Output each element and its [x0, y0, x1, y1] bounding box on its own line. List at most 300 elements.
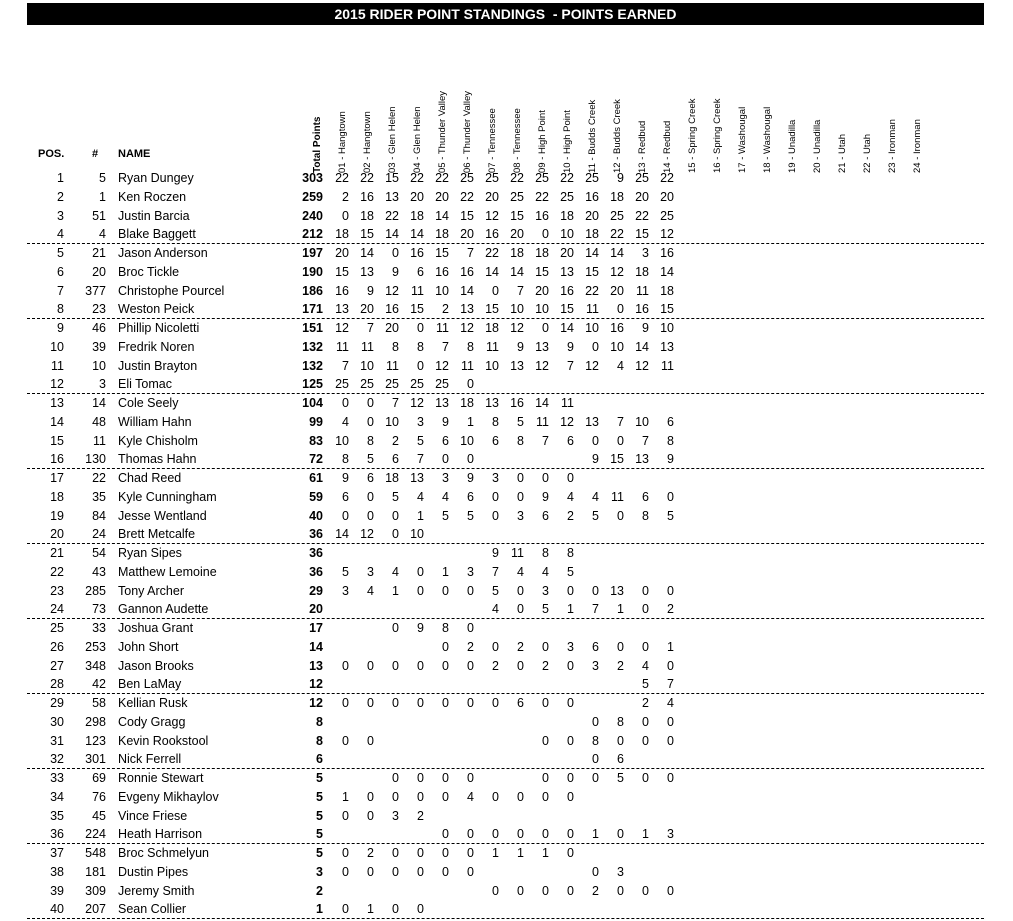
rider-position: 22 — [50, 564, 64, 579]
race-points: 15 — [410, 302, 424, 317]
race-header-label: 05 - Thunder Valley — [437, 90, 448, 173]
rider-total-points: 125 — [302, 377, 323, 392]
race-points: 7 — [517, 283, 524, 298]
race-points: 0 — [542, 883, 549, 898]
table-row — [0, 694, 1013, 713]
race-header-label: 07 - Tennessee — [487, 108, 498, 173]
race-points: 22 — [560, 171, 574, 185]
race-points: 0 — [442, 583, 449, 598]
race-points: 16 — [560, 283, 574, 298]
rider-number: 45 — [92, 808, 106, 823]
rider-position: 6 — [57, 264, 64, 279]
race-points: 5 — [392, 489, 399, 504]
race-points: 18 — [460, 396, 474, 410]
race-points: 0 — [367, 489, 374, 504]
race-points: 20 — [585, 208, 599, 223]
race-points: 6 — [667, 414, 674, 429]
race-points: 8 — [567, 546, 574, 560]
race-points: 0 — [642, 771, 649, 785]
race-header-label: 08 - Tennessee — [512, 108, 523, 173]
rider-total-points: 59 — [309, 489, 323, 504]
race-points: 13 — [635, 452, 649, 467]
table-row — [0, 619, 1013, 638]
race-points: 3 — [442, 471, 449, 485]
race-points: 15 — [660, 302, 674, 317]
race-points: 18 — [535, 246, 549, 260]
race-points: 0 — [392, 771, 399, 785]
race-points: 16 — [335, 283, 349, 298]
rider-total-points: 36 — [309, 564, 323, 579]
race-points: 20 — [335, 246, 349, 260]
race-points: 11 — [561, 396, 574, 410]
race-points: 9 — [542, 489, 549, 504]
rider-name: Ken Roczen — [118, 189, 187, 204]
race-points: 5 — [567, 564, 574, 579]
race-points: 0 — [442, 639, 449, 654]
race-header-label: 22 - Utah — [862, 133, 873, 173]
rider-name: Sean Collier — [118, 902, 187, 917]
rider-name: Chad Reed — [118, 471, 182, 485]
race-points: 18 — [510, 246, 524, 260]
rider-name: John Short — [118, 639, 179, 654]
race-points: 0 — [342, 208, 349, 223]
race-points: 2 — [342, 189, 349, 204]
race-points: 6 — [417, 264, 424, 279]
race-points: 9 — [417, 621, 424, 635]
rider-position: 10 — [50, 339, 64, 354]
table-row — [0, 882, 1013, 901]
table-row — [0, 657, 1013, 676]
rider-name: Evgeny Mikhaylov — [118, 789, 219, 804]
race-points: 3 — [467, 564, 474, 579]
rider-name: Cole Seely — [118, 396, 179, 410]
race-points: 13 — [610, 583, 624, 598]
table-row — [0, 338, 1013, 357]
race-points: 0 — [367, 864, 374, 879]
race-points: 5 — [442, 508, 449, 523]
rider-name: Eli Tomac — [118, 377, 172, 392]
rider-number: 54 — [92, 546, 106, 560]
rider-position: 9 — [57, 321, 64, 335]
rider-name: Nick Ferrell — [118, 752, 182, 767]
race-points: 22 — [585, 283, 599, 298]
rider-position: 40 — [50, 902, 64, 917]
race-points: 8 — [367, 433, 374, 448]
race-points: 18 — [635, 264, 649, 279]
race-points: 18 — [410, 208, 424, 223]
rider-number: 14 — [92, 396, 106, 410]
race-points: 0 — [567, 827, 574, 842]
race-points: 7 — [542, 433, 549, 448]
race-points: 0 — [592, 752, 599, 767]
race-points: 0 — [342, 808, 349, 823]
table-row — [0, 244, 1013, 263]
race-points: 20 — [460, 227, 474, 242]
race-points: 1 — [467, 414, 474, 429]
race-points: 16 — [660, 246, 674, 260]
race-points: 0 — [517, 489, 524, 504]
race-points: 11 — [611, 489, 624, 504]
race-header-label: 06 - Thunder Valley — [462, 90, 473, 173]
race-points: 10 — [585, 321, 599, 335]
race-points: 16 — [510, 396, 524, 410]
rider-total-points: 61 — [309, 471, 323, 485]
table-row — [0, 319, 1013, 338]
rider-position: 34 — [50, 789, 64, 804]
rider-total-points: 8 — [316, 714, 323, 729]
race-points: 11 — [461, 358, 474, 373]
race-points: 15 — [510, 208, 524, 223]
race-points: 0 — [617, 508, 624, 523]
race-points: 15 — [635, 227, 649, 242]
race-points: 0 — [542, 696, 549, 710]
race-points: 1 — [542, 846, 549, 860]
race-points: 12 — [560, 414, 574, 429]
rider-position: 11 — [51, 358, 64, 373]
rider-number: 130 — [85, 452, 106, 467]
rider-total-points: 36 — [309, 527, 323, 542]
rider-number: 23 — [92, 302, 106, 317]
race-points: 0 — [567, 583, 574, 598]
rider-name: Kyle Chisholm — [118, 433, 198, 448]
race-points: 2 — [442, 302, 449, 317]
race-points: 10 — [460, 433, 474, 448]
race-points: 10 — [510, 302, 524, 317]
race-points: 8 — [492, 414, 499, 429]
race-points: 0 — [392, 658, 399, 673]
rider-number: 42 — [92, 677, 106, 692]
race-points: 0 — [617, 827, 624, 842]
race-points: 8 — [467, 339, 474, 354]
race-points: 6 — [642, 489, 649, 504]
race-points: 15 — [360, 227, 374, 242]
race-points: 15 — [435, 246, 449, 260]
table-row — [0, 788, 1013, 807]
rider-total-points: 2 — [316, 883, 323, 898]
race-points: 2 — [667, 602, 674, 617]
race-points: 0 — [517, 827, 524, 842]
race-points: 15 — [485, 302, 499, 317]
race-points: 8 — [342, 452, 349, 467]
race-points: 10 — [385, 414, 399, 429]
rider-position: 3 — [57, 208, 64, 223]
rider-number: 207 — [85, 902, 106, 917]
race-points: 11 — [386, 358, 399, 373]
rider-total-points: 17 — [309, 621, 323, 635]
race-points: 10 — [435, 283, 449, 298]
race-points: 5 — [492, 583, 499, 598]
rider-name: Blake Baggett — [118, 227, 196, 242]
race-points: 14 — [585, 246, 599, 260]
race-points: 0 — [492, 283, 499, 298]
race-points: 0 — [642, 883, 649, 898]
race-points: 20 — [610, 283, 624, 298]
rider-position: 18 — [50, 489, 64, 504]
rider-total-points: 40 — [309, 508, 323, 523]
race-points: 16 — [485, 227, 499, 242]
table-row — [0, 525, 1013, 544]
table-row — [0, 863, 1013, 882]
rider-name: Jeremy Smith — [118, 883, 195, 898]
race-points: 0 — [342, 902, 349, 917]
race-points: 12 — [435, 358, 449, 373]
race-points: 9 — [517, 339, 524, 354]
rider-position: 2 — [57, 189, 64, 204]
race-points: 0 — [617, 883, 624, 898]
rider-number: 35 — [92, 489, 106, 504]
race-points: 11 — [661, 358, 674, 373]
race-points: 25 — [635, 171, 649, 185]
race-points: 22 — [460, 189, 474, 204]
race-points: 14 — [335, 527, 349, 542]
race-points: 14 — [435, 208, 449, 223]
race-points: 0 — [642, 602, 649, 617]
race-points: 6 — [342, 489, 349, 504]
rider-total-points: 83 — [309, 433, 323, 448]
race-points: 0 — [667, 771, 674, 785]
race-header-label: 11 - Budds Creek — [587, 99, 598, 173]
rider-number: 301 — [85, 752, 106, 767]
rider-position: 30 — [50, 714, 64, 729]
rider-name: Weston Peick — [118, 302, 195, 317]
race-points: 13 — [560, 264, 574, 279]
race-header-label: 16 - Spring Creek — [712, 98, 723, 173]
rider-name: Fredrik Noren — [118, 339, 195, 354]
table-row — [0, 507, 1013, 526]
rider-position: 19 — [50, 508, 64, 523]
race-points: 10 — [485, 358, 499, 373]
rider-position: 25 — [50, 621, 64, 635]
race-points: 12 — [485, 208, 499, 223]
rider-number: 548 — [85, 846, 106, 860]
table-row — [0, 188, 1013, 207]
rider-name: Ryan Sipes — [118, 546, 182, 560]
race-points: 0 — [567, 658, 574, 673]
race-points: 15 — [535, 264, 549, 279]
race-points: 9 — [392, 264, 399, 279]
race-points: 0 — [367, 696, 374, 710]
race-points: 0 — [342, 396, 349, 410]
table-row — [0, 563, 1013, 582]
race-points: 0 — [367, 733, 374, 748]
rider-position: 36 — [50, 827, 64, 842]
race-points: 25 — [660, 208, 674, 223]
race-points: 22 — [410, 171, 424, 185]
race-points: 3 — [592, 658, 599, 673]
table-row — [0, 750, 1013, 769]
race-points: 4 — [467, 789, 474, 804]
race-points: 0 — [567, 771, 574, 785]
race-points: 22 — [385, 208, 399, 223]
race-points: 0 — [442, 846, 449, 860]
race-points: 7 — [567, 358, 574, 373]
race-points: 2 — [617, 658, 624, 673]
rider-position: 13 — [50, 396, 64, 410]
race-points: 0 — [467, 621, 474, 635]
table-row — [0, 825, 1013, 844]
race-points: 0 — [567, 883, 574, 898]
race-points: 1 — [492, 846, 499, 860]
rider-name: Broc Schmelyun — [118, 846, 210, 860]
rider-name: Justin Barcia — [118, 208, 190, 223]
table-row — [0, 488, 1013, 507]
number-header: # — [92, 148, 99, 160]
race-points: 0 — [417, 658, 424, 673]
race-points: 0 — [442, 789, 449, 804]
race-points: 10 — [610, 339, 624, 354]
race-points: 12 — [385, 283, 399, 298]
race-points: 0 — [542, 789, 549, 804]
rider-number: 309 — [85, 883, 106, 898]
race-points: 0 — [542, 639, 549, 654]
race-points: 1 — [517, 846, 524, 860]
race-points: 25 — [610, 208, 624, 223]
race-points: 4 — [617, 358, 624, 373]
race-points: 2 — [417, 808, 424, 823]
rider-name: Phillip Nicoletti — [118, 321, 200, 335]
rider-name: Ronnie Stewart — [118, 771, 204, 785]
race-points: 2 — [567, 508, 574, 523]
race-points: 0 — [617, 639, 624, 654]
race-points: 15 — [460, 208, 474, 223]
race-points: 25 — [410, 377, 424, 392]
race-points: 22 — [610, 227, 624, 242]
race-points: 8 — [442, 621, 449, 635]
race-points: 14 — [610, 246, 624, 260]
rider-number: 5 — [99, 171, 106, 185]
name-header: NAME — [118, 148, 151, 160]
rider-number: 10 — [92, 358, 106, 373]
race-points: 1 — [617, 602, 624, 617]
race-points: 11 — [436, 321, 449, 335]
rider-position: 20 — [50, 527, 64, 542]
rider-total-points: 14 — [309, 639, 323, 654]
rider-position: 31 — [50, 733, 64, 748]
race-points: 25 — [335, 377, 349, 392]
rider-number: 39 — [92, 339, 106, 354]
rider-name: Kevin Rookstool — [118, 733, 209, 748]
race-points: 0 — [667, 658, 674, 673]
race-points: 6 — [367, 471, 374, 485]
race-points: 0 — [367, 396, 374, 410]
race-points: 0 — [492, 789, 499, 804]
race-points: 1 — [367, 902, 374, 917]
table-row — [0, 844, 1013, 863]
race-points: 20 — [510, 227, 524, 242]
rider-position: 39 — [50, 883, 64, 898]
race-points: 8 — [417, 339, 424, 354]
race-points: 18 — [660, 283, 674, 298]
race-header-label: 03 - Glen Helen — [387, 106, 398, 173]
race-header-label: 18 - Washougal — [762, 106, 773, 173]
rider-name: Jason Anderson — [118, 246, 208, 260]
race-points: 12 — [635, 358, 649, 373]
race-points: 3 — [517, 508, 524, 523]
rider-total-points: 212 — [302, 227, 323, 242]
rider-position: 4 — [57, 227, 64, 242]
rider-number: 285 — [85, 583, 106, 598]
race-points: 4 — [392, 564, 399, 579]
race-points: 0 — [442, 771, 449, 785]
table-row — [0, 675, 1013, 694]
race-points: 1 — [567, 602, 574, 617]
rider-position: 7 — [57, 283, 64, 298]
rider-name: Broc Tickle — [118, 264, 180, 279]
race-points: 16 — [585, 189, 599, 204]
race-points: 0 — [542, 321, 549, 335]
race-points: 2 — [492, 658, 499, 673]
race-points: 0 — [492, 883, 499, 898]
table-row — [0, 900, 1013, 919]
rider-position: 15 — [50, 433, 64, 448]
race-points: 6 — [492, 433, 499, 448]
race-points: 4 — [542, 564, 549, 579]
race-points: 8 — [642, 508, 649, 523]
race-points: 0 — [492, 696, 499, 710]
rider-number: 3 — [99, 377, 106, 392]
race-points: 0 — [517, 602, 524, 617]
rider-total-points: 12 — [309, 677, 323, 692]
race-points: 2 — [467, 639, 474, 654]
race-points: 0 — [367, 508, 374, 523]
race-points: 0 — [367, 789, 374, 804]
race-points: 9 — [342, 471, 349, 485]
race-points: 4 — [417, 489, 424, 504]
race-points: 9 — [617, 171, 624, 185]
rider-total-points: 72 — [309, 452, 323, 467]
table-row — [0, 225, 1013, 244]
rider-number: 76 — [92, 789, 106, 804]
race-points: 2 — [517, 639, 524, 654]
race-points: 0 — [542, 771, 549, 785]
race-points: 0 — [567, 733, 574, 748]
race-points: 25 — [435, 377, 449, 392]
rider-position: 1 — [57, 171, 64, 185]
rider-total-points: 6 — [316, 752, 323, 767]
rider-name: Gannon Audette — [118, 602, 209, 617]
table-row — [0, 450, 1013, 469]
race-points: 20 — [410, 189, 424, 204]
rider-name: Vince Friese — [118, 808, 188, 823]
race-points: 0 — [342, 508, 349, 523]
rider-total-points: 5 — [316, 789, 323, 804]
race-header-label: 17 - Washougal — [737, 106, 748, 173]
race-points: 22 — [360, 171, 374, 185]
race-points: 14 — [360, 246, 374, 260]
race-points: 3 — [617, 864, 624, 879]
race-points: 0 — [492, 639, 499, 654]
race-points: 6 — [617, 752, 624, 767]
race-points: 8 — [517, 433, 524, 448]
race-points: 16 — [360, 189, 374, 204]
race-points: 14 — [510, 264, 524, 279]
race-points: 0 — [467, 583, 474, 598]
race-points: 0 — [592, 714, 599, 729]
table-row — [0, 600, 1013, 619]
race-points: 12 — [460, 321, 474, 335]
race-points: 0 — [417, 583, 424, 598]
race-points: 4 — [342, 414, 349, 429]
race-points: 0 — [442, 696, 449, 710]
race-points: 7 — [492, 564, 499, 579]
rider-position: 32 — [50, 752, 64, 767]
race-points: 14 — [660, 264, 674, 279]
race-points: 0 — [417, 564, 424, 579]
race-header-label: 15 - Spring Creek — [687, 98, 698, 173]
table-row — [0, 207, 1013, 226]
table-row — [0, 169, 1013, 188]
race-points: 13 — [485, 396, 499, 410]
